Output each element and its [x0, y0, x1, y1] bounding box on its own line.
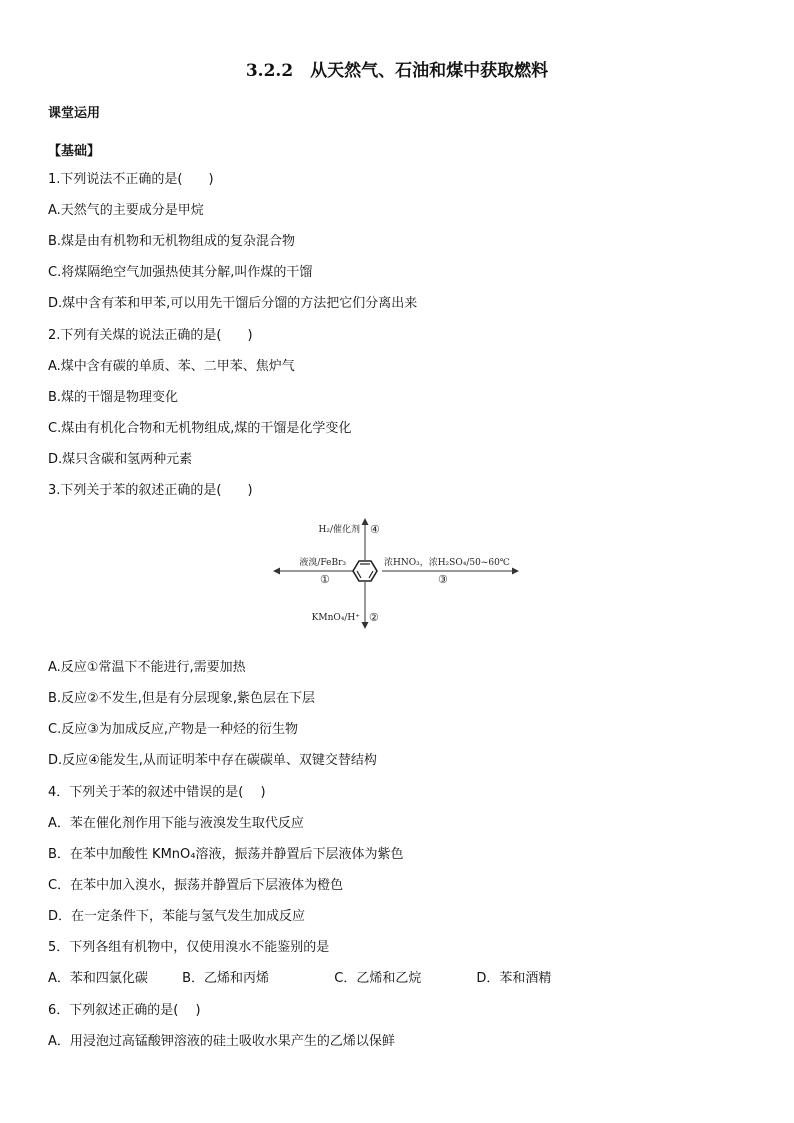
page-title: 3.2.2 从天然气、石油和煤中获取燃料	[245, 61, 549, 81]
q1-option-a: A.天然气的主要成分是甲烷	[48, 203, 204, 218]
bottom-reaction-number: ②	[369, 611, 379, 624]
q3-option-b: B.反应②不发生,但是有分层现象,紫色层在下层	[48, 691, 315, 706]
q3-stem: 3.下列关于苯的叙述正确的是( )	[48, 483, 253, 498]
q3-option-a: A.反应①常温下不能进行,需要加热	[48, 660, 246, 675]
q2-option-b: B.煤的干馏是物理变化	[48, 390, 179, 405]
benzene-reaction-diagram	[270, 516, 530, 631]
section-heading: 课堂运用	[48, 106, 101, 121]
q1-option-d: D.煤中含有苯和甲苯,可以用先干馏后分馏的方法把它们分离出来	[48, 296, 418, 311]
bottom-reagent-label: KMnO₄/H⁺	[311, 613, 360, 623]
q4-stem: 4．下列关于苯的叙述中错误的是( )	[48, 785, 266, 800]
q2-option-a: A.煤中含有碳的单质、苯、二甲苯、焦炉气	[48, 359, 295, 374]
q5-options	[48, 971, 551, 987]
right-reaction-number: ③	[438, 573, 448, 586]
q1-option-c: C.将煤隔绝空气加强热使其分解,叫作煤的干馏	[48, 265, 313, 280]
q4-option-c: C．在苯中加入溴水，振荡并静置后下层液体为橙色	[48, 878, 344, 893]
top-reaction-number: ④	[370, 523, 380, 536]
q6-option-a: A．用浸泡过高锰酸钾溶液的硅土吸收水果产生的乙烯以保鲜	[48, 1034, 395, 1049]
q4-option-b: B．在苯中加酸性 KMnO₄溶液，振荡并静置后下层液体为紫色	[48, 847, 404, 862]
q4-option-a: A．苯在催化剂作用下能与液溴发生取代反应	[48, 816, 304, 831]
left-reagent-label: 液溴/FeBr₃	[299, 558, 346, 568]
subsection-heading: 【基础】	[48, 144, 101, 159]
q5-stem: 5．下列各组有机物中，仅使用溴水不能鉴别的是	[48, 940, 330, 955]
q2-option-d: D.煤只含碳和氢两种元素	[48, 452, 193, 467]
q5-option-d: D．苯和酒精	[476, 971, 552, 986]
q2-stem: 2.下列有关煤的说法正确的是( )	[48, 328, 253, 343]
q6-stem: 6．下列叙述正确的是( )	[48, 1003, 201, 1018]
q5-option-a: A．苯和四氯化碳	[48, 971, 148, 986]
q5-option-b: B．乙烯和丙烯	[182, 971, 270, 986]
benzene-ring-icon	[353, 561, 377, 581]
right-reagent-label: 浓HNO₃，浓H₂SO₄/50~60℃	[384, 558, 510, 568]
q1-stem: 1.下列说法不正确的是( )	[48, 172, 214, 187]
q2-option-c: C.煤由有机化合物和无机物组成,煤的干馏是化学变化	[48, 421, 352, 436]
q1-option-b: B.煤是由有机物和无机物组成的复杂混合物	[48, 234, 296, 249]
left-reaction-number: ①	[320, 573, 330, 586]
top-reagent-label: H₂/催化剂	[318, 525, 360, 535]
q3-option-d: D.反应④能发生,从而证明苯中存在碳碳单、双键交替结构	[48, 753, 377, 768]
q3-option-c: C.反应③为加成反应,产物是一种烃的衍生物	[48, 722, 298, 737]
q5-option-c: C．乙烯和乙烷	[334, 971, 422, 986]
q4-option-d: D．在一定条件下，苯能与氢气发生加成反应	[48, 909, 306, 924]
